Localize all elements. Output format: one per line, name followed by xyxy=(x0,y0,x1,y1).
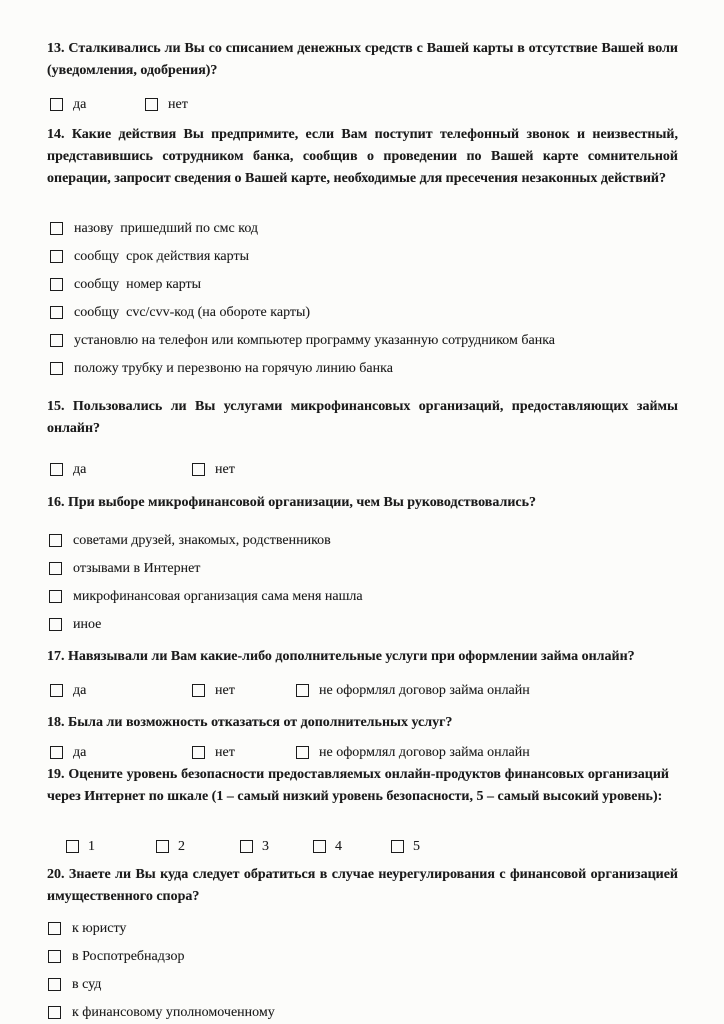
q18-yes-checkbox[interactable] xyxy=(50,746,63,759)
q14-option-2 xyxy=(50,248,249,265)
q19-scale-row xyxy=(0,838,724,856)
q13-option-yes xyxy=(50,96,86,113)
q16-option-2-label: отзывами в Интернет xyxy=(73,561,201,576)
q13-no-checkbox[interactable] xyxy=(145,98,158,111)
q16-option-2-checkbox[interactable] xyxy=(49,562,62,575)
q14-option-2-checkbox[interactable] xyxy=(50,250,63,263)
q17-no-checkbox[interactable] xyxy=(192,684,205,697)
q19-scale-3 xyxy=(240,838,269,855)
q16-option-1-checkbox[interactable] xyxy=(49,534,62,547)
q15-yes-checkbox[interactable] xyxy=(50,463,63,476)
question-19-heading: 19. Оцените уровень безопасности предоставляемых онлайн-продуктов финансовых организаций через Интернет по шкале (1 – самый низкий уровень безопасности, 5 – самый высокий уровень): xyxy=(47,767,669,804)
q16-option-2 xyxy=(49,560,200,577)
q17-option-yes xyxy=(50,682,86,699)
q17-none-label: не оформлял договор займа онлайн xyxy=(319,683,530,698)
q14-option-2-label: сообщу срок действия карты xyxy=(74,249,249,264)
q20-option-2-checkbox[interactable] xyxy=(48,950,61,963)
q17-yes-label: да xyxy=(73,683,87,698)
q19-scale-1-label: 1 xyxy=(88,839,95,854)
q14-option-4-checkbox[interactable] xyxy=(50,306,63,319)
q18-option-no xyxy=(192,744,235,761)
q14-option-5 xyxy=(50,332,555,349)
q20-option-4 xyxy=(48,1004,275,1021)
q19-scale-3-label: 3 xyxy=(262,839,269,854)
q14-option-6-checkbox[interactable] xyxy=(50,362,63,375)
q19-scale-1-checkbox[interactable] xyxy=(66,840,79,853)
q19-scale-1 xyxy=(66,838,95,855)
q15-option-yes xyxy=(50,461,86,478)
q18-none-label: не оформлял договор займа онлайн xyxy=(319,745,530,760)
q15-options-row xyxy=(0,461,724,479)
q16-option-3-checkbox[interactable] xyxy=(49,590,62,603)
q19-scale-2 xyxy=(156,838,185,855)
q16-option-4-checkbox[interactable] xyxy=(49,618,62,631)
q13-option-no xyxy=(145,96,188,113)
q19-scale-3-checkbox[interactable] xyxy=(240,840,253,853)
q17-none-checkbox[interactable] xyxy=(296,684,309,697)
q17-option-no xyxy=(192,682,235,699)
q20-option-1 xyxy=(48,920,126,937)
q14-option-4-label: сообщу cvc/cvv-код (на обороте карты) xyxy=(74,305,311,320)
q16-option-1-label: советами друзей, знакомых, родственников xyxy=(73,533,331,548)
q19-scale-4-label: 4 xyxy=(335,839,342,854)
q17-options-row xyxy=(0,682,724,700)
q18-options-row xyxy=(0,744,724,762)
q19-scale-4 xyxy=(313,838,342,855)
q20-option-1-checkbox[interactable] xyxy=(48,922,61,935)
q16-option-4-label: иное xyxy=(73,617,102,632)
q14-option-1-checkbox[interactable] xyxy=(50,222,63,235)
q20-option-3 xyxy=(48,976,101,993)
q18-option-yes xyxy=(50,744,86,761)
q18-yes-label: да xyxy=(73,745,87,760)
q20-option-2-label: в Роспотребнадзор xyxy=(72,949,185,964)
q17-no-label: нет xyxy=(215,683,235,698)
q19-scale-2-checkbox[interactable] xyxy=(156,840,169,853)
q20-option-4-checkbox[interactable] xyxy=(48,1006,61,1019)
q20-option-1-label: к юристу xyxy=(72,921,127,936)
q13-yes-checkbox[interactable] xyxy=(50,98,63,111)
q14-option-5-label: установлю на телефон или компьютер программу указанную сотрудником банка xyxy=(74,333,556,348)
q14-option-3-checkbox[interactable] xyxy=(50,278,63,291)
question-15-heading: 15. Пользовались ли Вы услугами микрофинансовых организаций, предоставляющих займы онлайн? xyxy=(47,399,678,436)
q18-option-none xyxy=(296,744,530,761)
q15-no-label: нет xyxy=(215,462,235,477)
q20-option-3-label: в суд xyxy=(72,977,102,992)
q14-option-1 xyxy=(50,220,258,237)
q16-option-3-label: микрофинансовая организация сама меня нашла xyxy=(73,589,363,604)
q13-yes-label: да xyxy=(73,97,87,112)
q16-option-4 xyxy=(49,616,101,633)
q14-option-3-label: сообщу номер карты xyxy=(74,277,202,292)
question-18-heading: 18. Была ли возможность отказаться от дополнительных услуг? xyxy=(47,715,453,730)
q19-scale-4-checkbox[interactable] xyxy=(313,840,326,853)
q17-option-none xyxy=(296,682,530,699)
q13-options-row xyxy=(0,96,724,114)
q15-no-checkbox[interactable] xyxy=(192,463,205,476)
q19-scale-5-label: 5 xyxy=(413,839,420,854)
q15-option-no xyxy=(192,461,235,478)
q13-no-label: нет xyxy=(168,97,188,112)
q15-yes-label: да xyxy=(73,462,87,477)
q19-scale-2-label: 2 xyxy=(178,839,185,854)
question-17-heading: 17. Навязывали ли Вам какие-либо дополнительные услуги при оформлении займа онлайн? xyxy=(47,649,635,664)
q20-option-3-checkbox[interactable] xyxy=(48,978,61,991)
q14-option-6-label: положу трубку и перезвоню на горячую линию банка xyxy=(74,361,393,376)
q14-option-5-checkbox[interactable] xyxy=(50,334,63,347)
q14-option-1-label: назову пришедший по смс код xyxy=(74,221,259,236)
q17-yes-checkbox[interactable] xyxy=(50,684,63,697)
q14-option-3 xyxy=(50,276,201,293)
q16-option-3 xyxy=(49,588,363,605)
question-13-heading: 13. Сталкивались ли Вы со списанием денежных средств с Вашей карты в отсутствие Вашей воли (уведомления, одобрения)? xyxy=(47,41,678,78)
q16-option-1 xyxy=(49,532,331,549)
q14-option-6 xyxy=(50,360,393,377)
q20-option-4-label: к финансовому уполномоченному xyxy=(72,1005,275,1020)
q18-none-checkbox[interactable] xyxy=(296,746,309,759)
q19-scale-5-checkbox[interactable] xyxy=(391,840,404,853)
q14-option-4 xyxy=(50,304,310,321)
question-20-heading: 20. Знаете ли Вы куда следует обратиться в случае неурегулирования с финансовой организацией имущественного спора? xyxy=(47,867,678,904)
q20-option-2 xyxy=(48,948,185,965)
q19-scale-5 xyxy=(391,838,420,855)
question-14-heading: 14. Какие действия Вы предпримите, если Вам поступит телефонный звонок и неизвестный, представившись сотрудником банка, сообщив о проведении по Вашей карте сомнительной операции, запросит сведения о Вашей карте, необходимые для пресечения незаконных действий? xyxy=(47,127,678,186)
q18-no-label: нет xyxy=(215,745,235,760)
q18-no-checkbox[interactable] xyxy=(192,746,205,759)
question-16-heading: 16. При выборе микрофинансовой организации, чем Вы руководствовались? xyxy=(47,495,537,510)
